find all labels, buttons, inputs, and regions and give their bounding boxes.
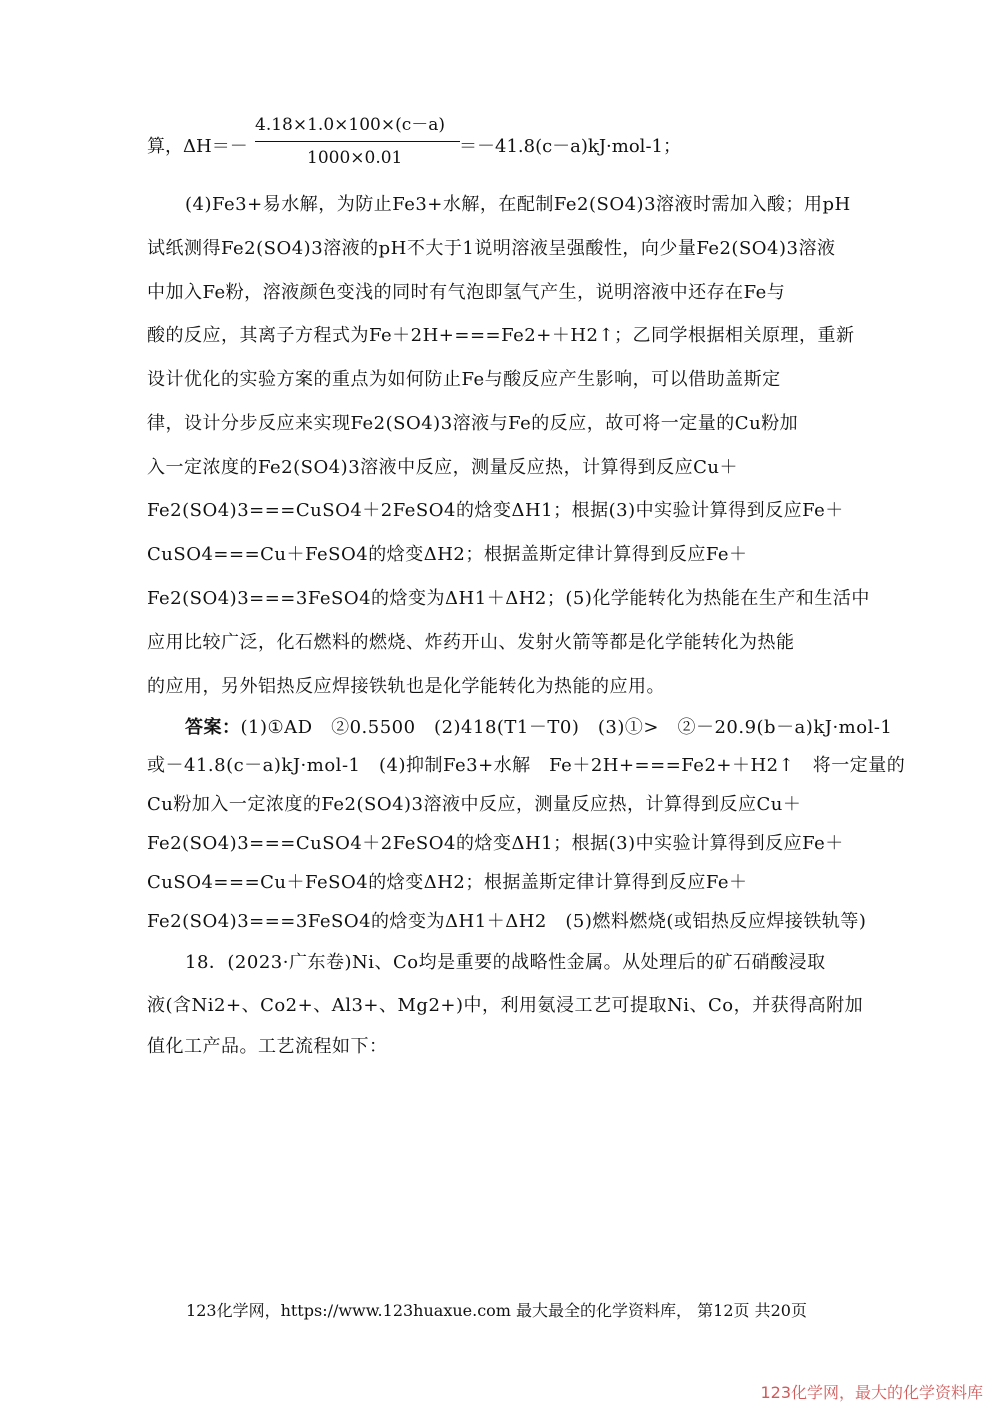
- explanation-line: CuSO4===Cu＋FeSO4的焓变ΔH2；根据盖斯定律计算得到反应Fe＋: [147, 544, 748, 565]
- explanation-line: (4)Fe3+易水解，为防止Fe3+水解，在配制Fe2(SO4)3溶液时需加入酸；用pH: [185, 194, 851, 215]
- question-line: 值化工产品。工艺流程如下：: [147, 1036, 388, 1057]
- explanation-line: Fe2(SO4)3===CuSO4＋2FeSO4的焓变ΔH1；根据(3)中实验计算得到反应Fe＋: [147, 500, 844, 521]
- answer-line: CuSO4===Cu＋FeSO4的焓变ΔH2；根据盖斯定律计算得到反应Fe＋: [147, 872, 748, 893]
- explanation-line: 的应用，另外铝热反应焊接铁轨也是化学能转化为热能的应用。: [147, 676, 665, 697]
- answer-line: Cu粉加入一定浓度的Fe2(SO4)3溶液中反应，测量反应热，计算得到反应Cu＋: [147, 794, 802, 815]
- answer-line: Fe2(SO4)3===CuSO4＋2FeSO4的焓变ΔH1；根据(3)中实验计算得到反应Fe＋: [147, 833, 844, 854]
- explanation-line: 律，设计分步反应来实现Fe2(SO4)3溶液与Fe的反应，故可将一定量的Cu粉加: [147, 413, 799, 434]
- answer-text: (1)①AD ②0.5500 (2)418(T1－T0) (3)①> ②－20.9(b－a)kJ·mol-1: [240, 717, 893, 738]
- explanation-line: 设计优化的实验方案的重点为如何防止Fe与酸反应产生影响，可以借助盖斯定: [147, 369, 781, 390]
- page-footer: 123化学网，https://www.123huaxue.com 最大最全的化学资料库， 第12页 共20页: [186, 1301, 807, 1320]
- formula-prefix: 算，ΔH＝－: [147, 136, 248, 157]
- explanation-line: 中加入Fe粉，溶液颜色变浅的同时有气泡即氢气产生，说明溶液中还存在Fe与: [147, 282, 786, 303]
- formula-denominator: 1000×0.01: [307, 148, 403, 168]
- explanation-line: 入一定浓度的Fe2(SO4)3溶液中反应，测量反应热，计算得到反应Cu＋: [147, 457, 739, 478]
- explanation-line: 应用比较广泛，化石燃料的燃烧、炸药开山、发射火箭等都是化学能转化为热能: [147, 632, 795, 653]
- answer-line: Fe2(SO4)3===3FeSO4的焓变为ΔH1＋ΔH2 (5)燃料燃烧(或铝热反应焊接铁轨等): [147, 911, 867, 932]
- question-line: 液(含Ni2+、Co2+、Al3+、Mg2+)中，利用氨浸工艺可提取Ni、Co，并获得高附加: [147, 995, 864, 1016]
- explanation-line: 酸的反应，其离子方程式为Fe＋2H+===Fe2+＋H2↑；乙同学根据相关原理，重新: [147, 325, 855, 346]
- question-line: 18．(2023·广东卷)Ni、Co均是重要的战略性金属。从处理后的矿石硝酸浸取: [185, 952, 826, 973]
- answer-label: 答案：: [185, 717, 241, 738]
- answer-line: 或－41.8(c－a)kJ·mol-1 (4)抑制Fe3+水解 Fe＋2H+===Fe2+＋H2↑ 将一定量的: [147, 755, 906, 776]
- site-watermark: 123化学网，最大的化学资料库: [760, 1383, 983, 1402]
- fraction-bar: [255, 141, 460, 142]
- answer-line: [185, 713, 893, 739]
- explanation-line: 试纸测得Fe2(SO4)3溶液的pH不大于1说明溶液呈强酸性，向少量Fe2(SO4)3溶液: [147, 238, 836, 259]
- enthalpy-formula: [147, 110, 847, 170]
- explanation-line: Fe2(SO4)3===3FeSO4的焓变为ΔH1＋ΔH2；(5)化学能转化为热能在生产和生活中: [147, 588, 870, 609]
- formula-numerator: 4.18×1.0×100×(c－a): [255, 115, 445, 135]
- formula-suffix: ＝－41.8(c－a)kJ·mol-1；: [459, 136, 681, 157]
